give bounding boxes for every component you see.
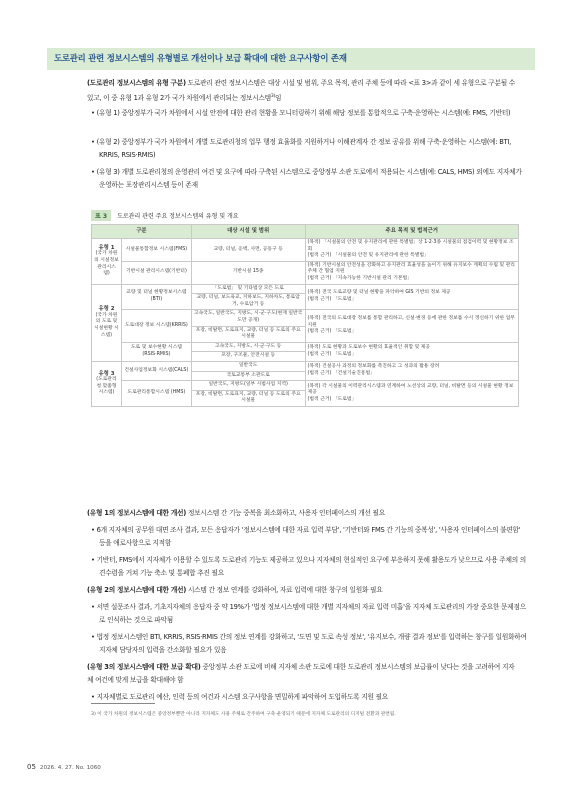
table-row xyxy=(92,310,519,326)
system-table xyxy=(91,224,519,407)
table-row xyxy=(92,361,519,371)
improve-3-bullet-1-text: 지자체별로 도로관리 예산, 인력 등의 여건과 시스템 요구사항을 면밀하게 파악하여 도입하도록 지원 필요 xyxy=(96,693,388,701)
type-3-desc: (도로관리청 맞춤형 시스템) xyxy=(96,377,117,396)
intro-tail: 임 xyxy=(275,94,282,103)
law-text: (법적 근거) 「건설기술진흥법」 xyxy=(307,371,375,376)
type-3-title: 유형 3 xyxy=(98,370,115,377)
type-1-bullet: • (유형 1) 중앙정부가 국가 차원에서 시설 안전에 대한 관리 현황을 모니터링하기 위해 해당 정보를 통합적으로 구축·운영하는 시스템(예: FMS, 기반터) xyxy=(91,109,511,117)
issue-date: 2026. 4. 27. xyxy=(39,765,74,771)
improve-1-bullet-2: • 기반터, FMS에서 지자체가 이용할 수 있도록 도로관리 기능도 제공하고 있으나 지자체의 현실적인 요구에 부응하지 못해 활용도가 낮으므로 사용 주체의 의견수렴을 거쳐 기능 축소 및 통폐합 추진 필요 xyxy=(91,556,527,577)
type-2-title: 유형 2 xyxy=(98,306,115,313)
purpose-text: (목적) 전국 도로교량 및 터널 현황을 파악하여 GIS 기반의 정보 제공 xyxy=(307,290,451,296)
system-name: 도로 및 보수현황 시스템(RSIS·RMIS) xyxy=(121,342,191,361)
law-text: (법적 근거) 「시설물의 안전 및 유지관리에 관한 특별법」 xyxy=(307,253,429,259)
section-title: 도로관리 관련 정보시스템의 유형별로 개선이나 보급 확대에 대한 요구사항이 존재 xyxy=(54,53,347,63)
header-scope: 대상 시설 및 범위 xyxy=(191,225,305,239)
purpose-text: (목적) 기반시설의 안전성을 강화하고 유지관리 효율성을 높이기 위해 유지보수 계획의 수립 및 관리 주체 간 협업 지원 xyxy=(307,262,515,275)
improve-2-bullet-2: • 법정 정보시스템인 BTI, KRRIS, RSIS·RMIS 간의 정보 연계를 강화하고, '도면 및 도로 속성 정보', '유지보수, 개량 결과 정보'를 입력하는 창구를 일원화하여 지자체 담당자의 입력을 간소화할 필요가 있음 xyxy=(91,633,527,654)
improve-1-paragraph xyxy=(87,507,519,520)
system-scope: 국토교통부 소관도로 xyxy=(191,371,305,381)
law-text: (법적 근거) 「도로법」 xyxy=(307,329,357,335)
improve-2-paragraph xyxy=(87,584,519,597)
system-purpose xyxy=(305,381,518,407)
type-1-title: 유형 1 xyxy=(98,244,115,251)
type-2-cell xyxy=(92,284,122,361)
table-row xyxy=(92,284,519,294)
system-scope: 교량, 터널, 옹벽, 사면, 공동구 등 xyxy=(191,239,305,262)
improve-1-text: 정보시스템 간 기능 중복을 최소화하고, 사용자 인터페이스의 개선 필요 xyxy=(186,509,385,517)
type-2-desc: (국가 차원의 도로 및 시설현황 시스템) xyxy=(94,312,119,338)
table-caption-text: 도로관리 관련 주요 정보시스템의 유형 및 개요 xyxy=(117,213,239,220)
page-footer xyxy=(27,763,101,771)
purpose-text: (목적) 건설공사 과정의 정보화를 촉진하고 그 성과의 활용 장려 xyxy=(307,364,440,370)
improve-2-text: 시스템 간 정보 연계를 강화하여, 자료 입력에 대한 창구의 일원화 필요 xyxy=(186,586,383,594)
improve-2-bullet-1: • 서면 설문조사 결과, 기초지자체의 응답자 중 약 19%가 '법정 정보시스템에 대한 개별 지자체의 자료 입력 미흡'을 지자체 도로관리의 가장 중요한 문제점으로 인식하는 것으로 파악됨 xyxy=(91,603,526,624)
law-text: (법적 근거) 「도로법」 xyxy=(307,396,357,402)
system-scope: 「도로법」 및 기타법상 모든 도로 xyxy=(191,284,305,294)
improve-1-lead: (유형 1의 정보시스템에 대한 개선) xyxy=(87,509,187,517)
type-3-cell xyxy=(92,361,122,406)
improve-3-paragraph xyxy=(87,661,519,687)
footnote: 3) 이 국가 차원의 정보시스템은 중앙정부뿐만 아니라 지자체도 사용 주체로 간주하여 구축·운영되기 때문에 지자체 도로관리의 디지털 전환과 관련됨. xyxy=(91,712,396,717)
system-name: 도로관리통합시스템 (HMS) xyxy=(121,381,191,407)
system-scope: 기반시설 15종 xyxy=(191,261,305,284)
system-name: 건설사업정보화 시스템(CALS) xyxy=(121,361,191,380)
type-1-cell xyxy=(92,239,122,285)
system-name: 교량 및 터널 현황정보시스템 (BTI) xyxy=(121,284,191,310)
footnote-divider xyxy=(91,703,155,704)
table-row xyxy=(92,381,519,391)
system-scope: 고속국도, 지방도, 시·군·구도 등 xyxy=(191,342,305,352)
page-number: 05 xyxy=(27,763,36,771)
improve-1-bullet-2-text: 기반터, FMS에서 지자체가 이용할 수 있도록 도로관리 기능도 제공하고 있으나 지자체의 현실적인 요구에 부응하지 못해 활용도가 낮으므로 사용 주체의 의견수렴을 거쳐 기능 축소 및 통폐합 추진 필요 xyxy=(96,556,527,577)
law-text: (법적 근거) 「도로법」 xyxy=(307,296,357,302)
system-purpose xyxy=(305,239,518,262)
type-3-bullet: • (유형 3) 개별 도로관리청의 운영관리 여건 및 요구에 따라 구축된 시스템으로 중앙정부 소관 도로에서 적용되는 시스템(예: CALS, HMS) 외에도 지자체가 운영하는 포장관리시스템 등이 존재 xyxy=(91,168,522,189)
system-purpose xyxy=(305,342,518,361)
system-name: 시설물통합정보 시스템(FMS) xyxy=(121,239,191,262)
table-row xyxy=(92,342,519,352)
improve-2-lead: (유형 2의 정보시스템에 대한 개선) xyxy=(87,586,187,594)
system-scope: 일반국도 xyxy=(191,361,305,371)
system-scope: 포장, 비탈면, 도로표지, 교량, 터널 등 도로의 주요 시설물 xyxy=(191,390,305,406)
header-purpose: 주요 목적 및 법적근거 xyxy=(305,225,518,239)
purpose-text: (목적) 도로 현황과 도로보수 현황의 효율적인 취합 및 제공 xyxy=(307,345,431,351)
system-scope: 고속국도, 일반국도, 지방도, 시·군·구도(현재 일반국도만 공개) xyxy=(191,310,305,326)
issue-number: No. 1060 xyxy=(75,765,101,771)
table-row xyxy=(92,239,519,262)
purpose-text: (목적) 전국의 도로대장 정보를 통합 관리하고, 신설·변경 등에 관한 정보를 수시 갱신하기 위한 업무 지원 xyxy=(307,316,515,328)
system-scope: 일반국도, 지방도(일부 시범사업 지역) xyxy=(191,381,305,391)
table-row xyxy=(92,261,519,284)
system-purpose xyxy=(305,361,518,380)
type-2-text: (유형 2) 중앙정부가 국가 차원에서 개별 도로관리청의 업무 행정 효율화를 지원하거나 이해관계자 간 정보 공유를 위해 구축·운영하는 시스템(예: BTI, KRRIS, RSIS·RMIS) xyxy=(96,138,512,159)
system-scope: 포장, 비탈면, 도로표지, 교량, 터널 등 도로의 주요 시설물 xyxy=(191,326,305,342)
intro-lead: (도로관리 정보시스템의 유형 구분) xyxy=(87,79,186,87)
improve-3-lead: (유형 3의 정보시스템에 대한 보급 확대) xyxy=(87,663,201,671)
improve-3-bullet-1: • 지자체별로 도로관리 예산, 인력 등의 여건과 시스템 요구사항을 면밀하게 파악하여 도입하도록 지원 필요 xyxy=(91,693,388,701)
improve-1-bullet-1-text: 6개 지자체의 공무원 대면 조사 결과, 모든 응답자가 '정보시스템에 대한 자료 입력 부담', '기반터와 FMS 간 기능의 중복성', '사용자 인터페이스의 불편함' 등을 애로사항으로 지적함 xyxy=(96,526,521,547)
improve-1-bullet-1: • 6개 지자체의 공무원 대면 조사 결과, 모든 응답자가 '정보시스템에 대한 자료 입력 부담', '기반터와 FMS 간 기능의 중복성', '사용자 인터페이스의 불편함' 등을 애로사항으로 지적함 xyxy=(91,526,521,547)
system-scope: 포장, 구조물, 안전시설 등 xyxy=(191,352,305,362)
purpose-text: (목적) 「시설물의 안전 및 유지관리에 관한 특별법」상 1·2·3종 시설물의 점검이력 및 현황정보 조회 xyxy=(307,240,514,252)
system-name: 기반시설 관리시스템(기반터) xyxy=(121,261,191,284)
system-purpose xyxy=(305,310,518,342)
law-text: (법적 근거) 「지속가능한 기반시설 관리 기본법」 xyxy=(307,275,412,281)
table-tag: 표 3 xyxy=(91,210,111,221)
system-name: 도로대장 정보 시스템(KRRIS) xyxy=(121,310,191,342)
purpose-text: (목적) 각 시설물의 이력관리시스템과 연계하여 노선상의 교량, 터널, 비탈면 등의 시설물 현황 정보 제공 xyxy=(307,383,514,396)
system-purpose xyxy=(305,284,518,310)
table-header-row xyxy=(92,225,519,239)
improve-3-text: 중앙정부 소관 도로에 비해 지자체 소관 도로에 대한 도로관리 정보시스템의 보급률이 낮다는 것을 고려하여 지자체 여건에 맞게 보급을 확대해야 함 xyxy=(87,663,515,684)
type-1-desc: (국가 차원의 시설정보 관리시스템) xyxy=(94,251,119,277)
system-purpose xyxy=(305,261,518,284)
system-scope: 교량, 터널, 보도육교, 지하보도, 지하차도, 통로암거, 수로암거 등 xyxy=(191,294,305,310)
improve-2-bullet-1-text: 서면 설문조사 결과, 기초지자체의 응답자 중 약 19%가 '법정 정보시스템에 대한 개별 지자체의 자료 입력 미흡'을 지자체 도로관리의 가장 중요한 문제점으로 인식하는 것으로 파악됨 xyxy=(96,603,526,624)
improve-2-bullet-2-text: 법정 정보시스템인 BTI, KRRIS, RSIS·RMIS 간의 정보 연계를 강화하고, '도면 및 도로 속성 정보', '유지보수, 개량 결과 정보'를 입력하는 창구를 일원화하여 지자체 담당자의 입력을 간소화할 필요가 있음 xyxy=(96,633,527,654)
intro-text: 도로관리 관련 정보시스템은 대상 시설 및 범위, 주요 목적, 관리 주체 등에 따라 <표 3>과 같이 세 유형으로 구분될 수 있고, 이 중 유형 1과 유형 2가 국가 차원에서 관리되는 정보시스템 xyxy=(87,79,516,103)
header-type: 구분 xyxy=(92,225,192,239)
intro-paragraph xyxy=(87,77,519,105)
type-1-text: (유형 1) 중앙정부가 국가 차원에서 시설 안전에 대한 관리 현황을 모니터링하기 위해 해당 정보를 통합적으로 구축·운영하는 시스템(예: FMS, 기반터) xyxy=(96,109,511,117)
law-text: (법적 근거) 「도로법」 xyxy=(307,351,357,357)
type-3-text: (유형 3) 개별 도로관리청의 운영관리 여건 및 요구에 따라 구축된 시스템으로 중앙정부 소관 도로에서 적용되는 시스템(예: CALS, HMS) 외에도 지자체가 운영하는 포장관리시스템 등이 존재 xyxy=(96,168,522,189)
table-caption xyxy=(91,210,239,221)
type-2-bullet: • (유형 2) 중앙정부가 국가 차원에서 개별 도로관리청의 업무 행정 효율화를 지원하거나 이해관계자 간 정보 공유를 위해 구축·운영하는 시스템(예: BTI, KRRIS, RSIS·RMIS) xyxy=(91,138,512,159)
intro-footnote-ref: 3) xyxy=(270,94,276,99)
